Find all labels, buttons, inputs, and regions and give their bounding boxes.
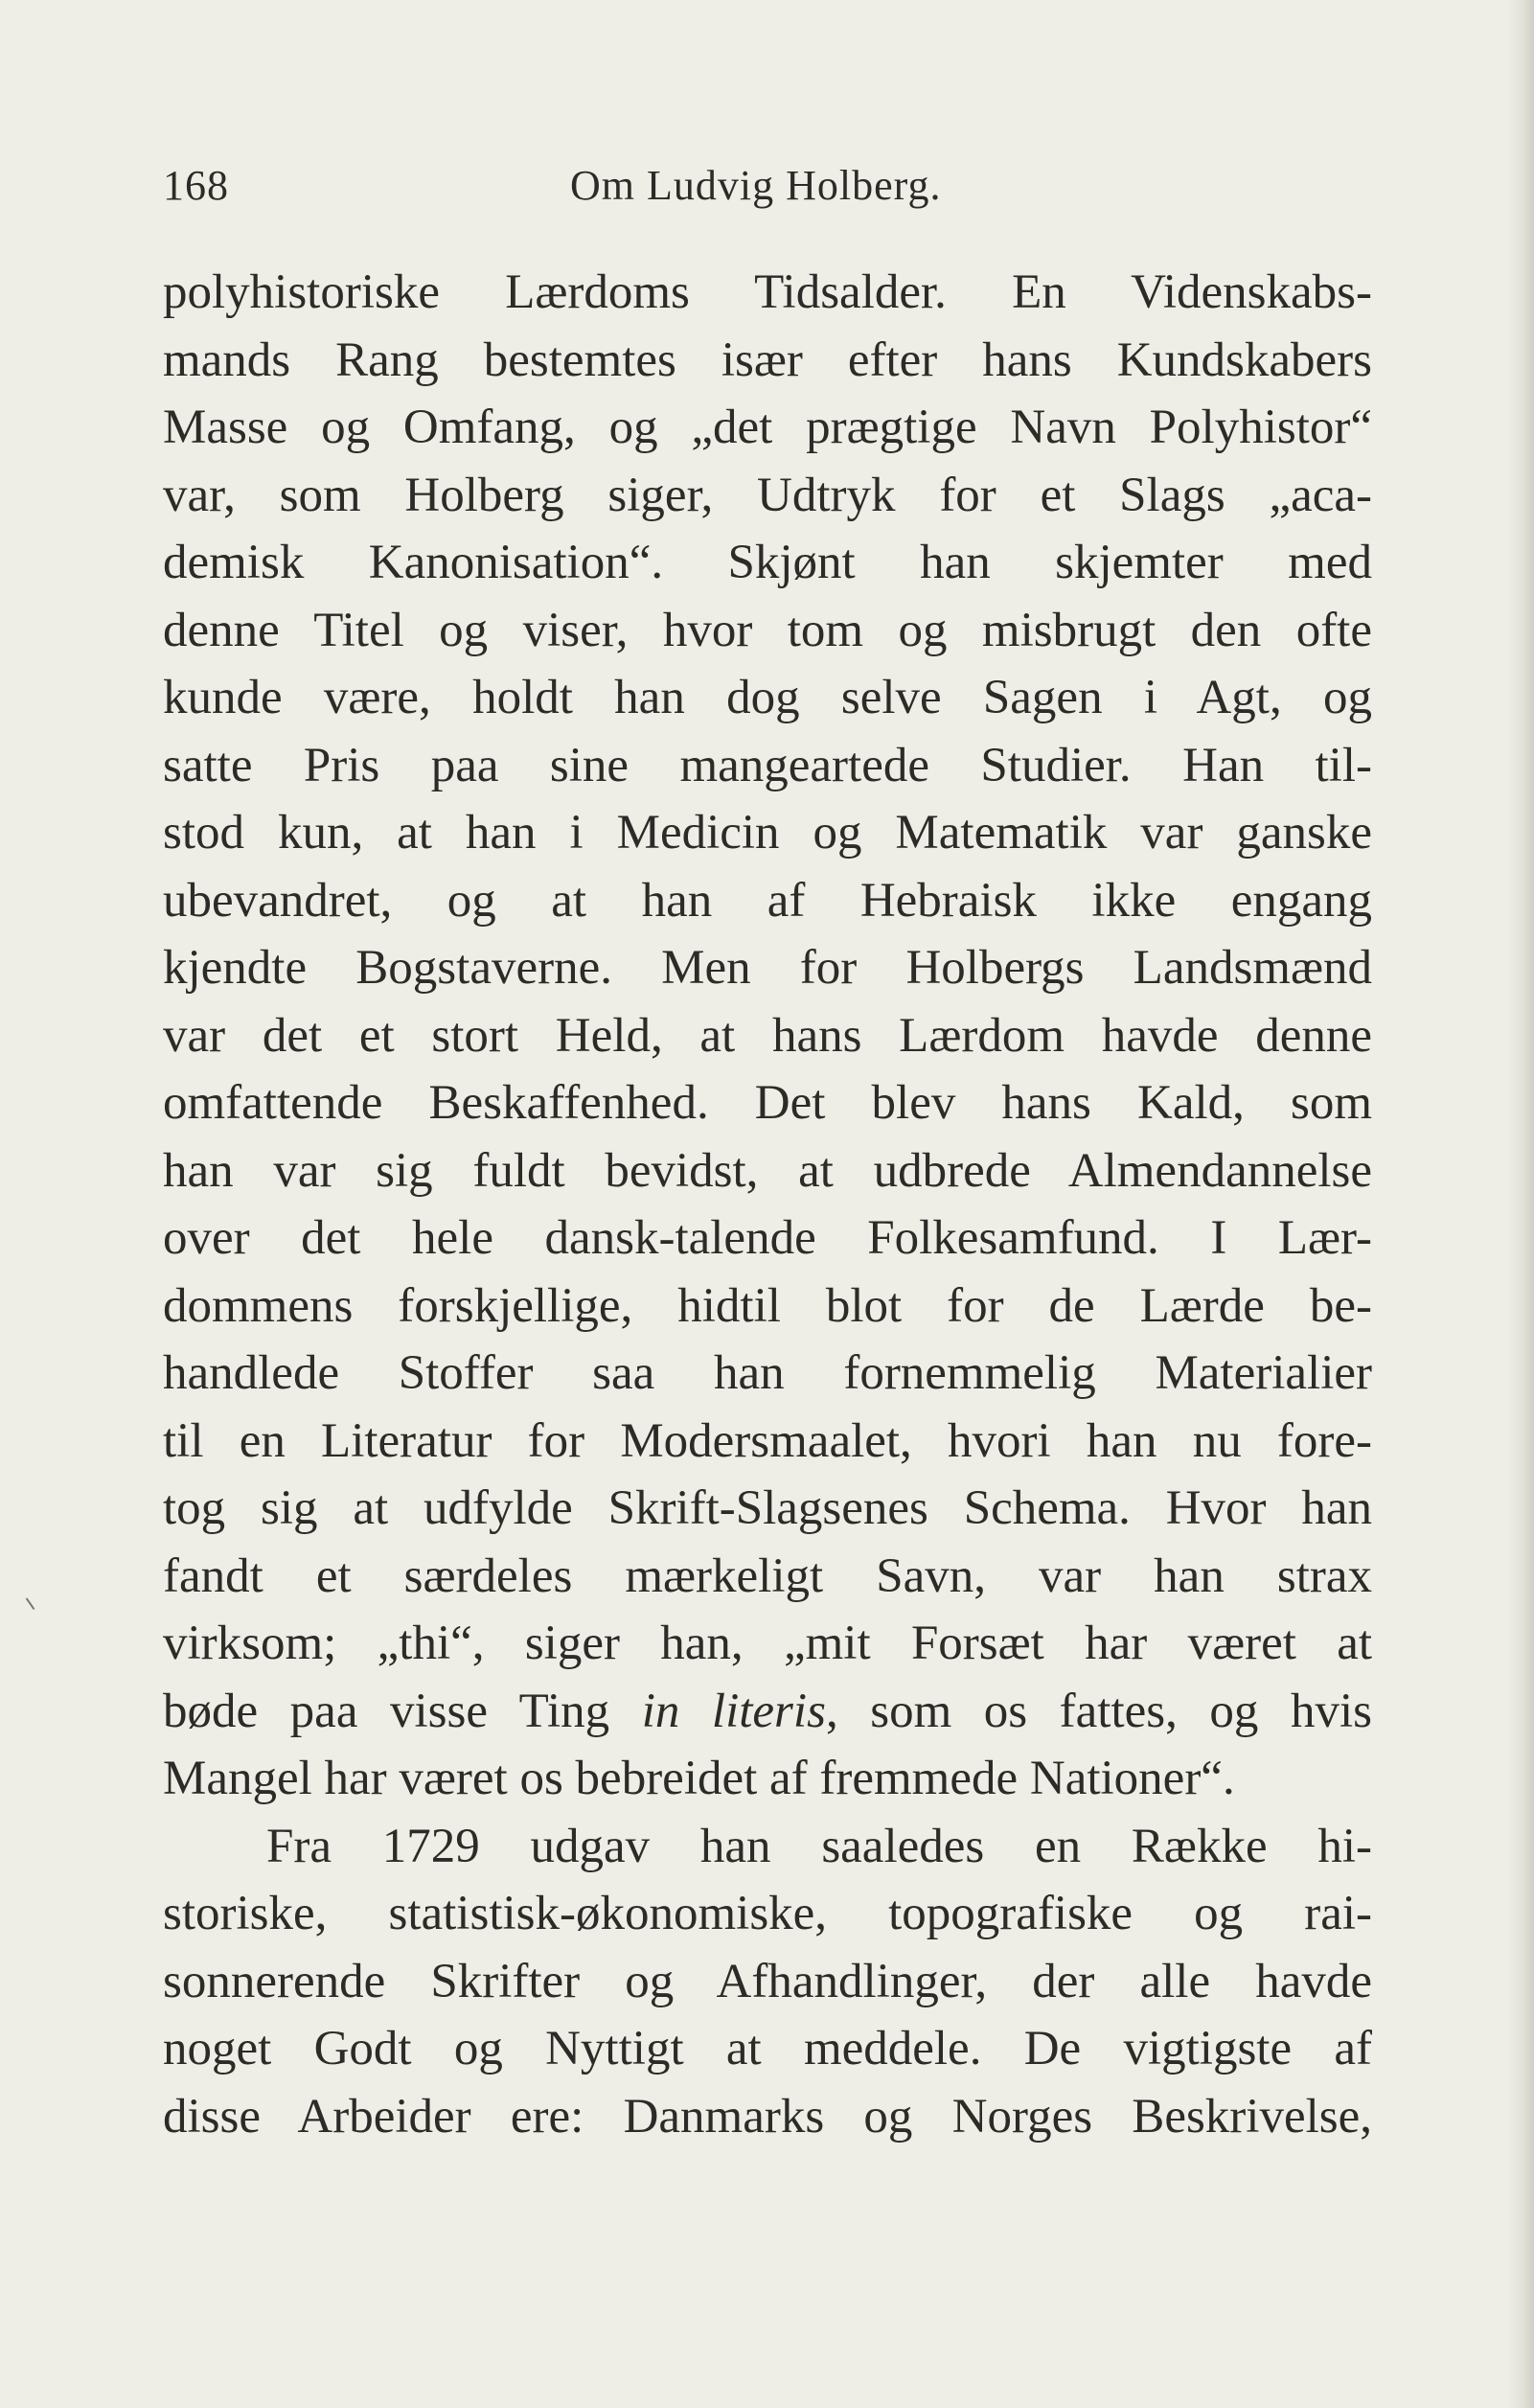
text-line: stod kun, at han i Medicin og Matematik var ganske <box>163 806 1372 860</box>
running-head <box>163 161 1370 218</box>
text-line: han var sig fuldt bevidst, at udbrede Almendannelse <box>163 1143 1372 1198</box>
stray-ink-mark <box>26 1594 40 1610</box>
body-text <box>163 259 1372 2150</box>
paragraph-end-line: Mangel har været os bebreidet af fremmede Nationer“. <box>163 1752 1235 1805</box>
text-line: over det hele dansk-talende Folkesamfund. I Lær- <box>163 1211 1372 1265</box>
text-line: noget Godt og Nyttigt at meddele. De vigtigste af <box>163 2022 1372 2075</box>
text-run: bøde paa visse Ting <box>163 1684 642 1738</box>
text-line: polyhistoriske Lærdoms Tidsalder. En Videnskabs- <box>163 265 1372 319</box>
text-line: kjendte Bogstaverne. Men for Holbergs Landsmænd <box>163 941 1372 995</box>
text-line: til en Literatur for Modersmaalet, hvori han nu fore- <box>163 1413 1372 1468</box>
text-line: var, som Holberg siger, Udtryk for et Slags „aca- <box>163 468 1372 522</box>
italic-phrase: in literis <box>641 1684 826 1738</box>
text-line: denne Titel og viser, hvor tom og misbrugt den ofte <box>163 603 1372 657</box>
page-number: 168 <box>163 162 229 209</box>
text-line: demisk Kanonisation“. Skjønt han skjemter med <box>163 536 1372 589</box>
text-line: Masse og Omfang, og „det prægtige Navn Polyhistor“ <box>163 401 1372 454</box>
text-line: tog sig at udfylde Skrift-Slagsenes Schema. Hvor han <box>163 1481 1372 1535</box>
text-run: , som os fattes, og hvis <box>825 1684 1372 1738</box>
text-line-with-italic <box>163 1678 1372 1746</box>
text-line: dommens forskjellige, hidtil blot for de Lærde be- <box>163 1278 1372 1333</box>
paragraph-start-line: Fra 1729 udgav han saaledes en Række hi- <box>266 1819 1372 1873</box>
text-line: disse Arbeider ere: Danmarks og Norges Beskrivelse, <box>163 2089 1372 2144</box>
text-line: var det et stort Held, at hans Lærdom havde denne <box>163 1008 1372 1063</box>
text-line: kunde være, holdt han dog selve Sagen i Agt, og <box>163 671 1372 724</box>
text-line: virksom; „thi“, siger han, „mit Forsæt har været at <box>163 1617 1372 1670</box>
page-edge-shadow <box>1507 0 1534 2408</box>
text-line: satte Pris paa sine mangeartede Studier. Han til- <box>163 738 1372 792</box>
text-line: omfattende Beskaffenhed. Det blev hans Kald, som <box>163 1076 1372 1130</box>
text-line: storiske, statistisk-økonomiske, topografiske og rai- <box>163 1887 1372 1940</box>
text-line: sonnerende Skrifter og Afhandlinger, der alle havde <box>163 1954 1372 2008</box>
text-line: mands Rang bestemtes især efter hans Kundskabers <box>163 333 1372 387</box>
running-title: Om Ludvig Holberg. <box>570 162 942 209</box>
text-line: ubevandret, og at han af Hebraisk ikke engang <box>163 873 1372 928</box>
text-line: fandt et særdeles mærkeligt Savn, var han strax <box>163 1548 1372 1603</box>
text-line: handlede Stoffer saa han fornemmelig Materialier <box>163 1346 1372 1400</box>
